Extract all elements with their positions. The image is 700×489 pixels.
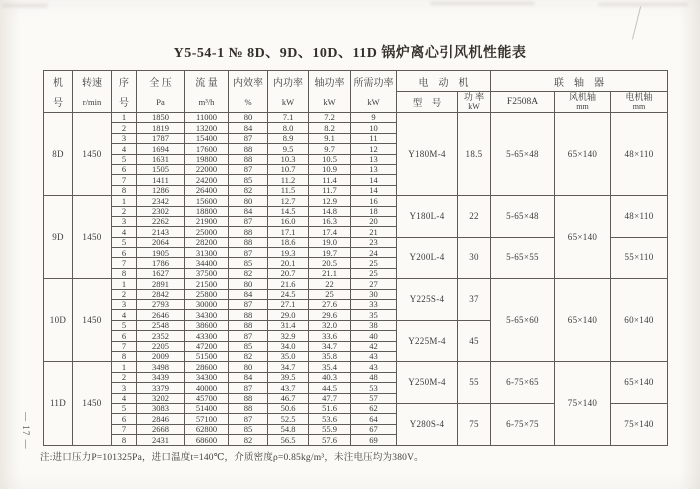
cell-motor-model: Y180L-4: [397, 196, 458, 238]
cell-fan-no: 11D: [44, 362, 73, 445]
cell-motor-shaft: 65×140: [611, 362, 668, 404]
table-row: [44, 196, 668, 206]
cell-shaft-power: 19.7: [309, 248, 351, 258]
cell-motor-shaft: 55×110: [611, 237, 668, 279]
cell-shaft-power: 40.3: [309, 372, 351, 382]
cell-shaft-power: 47.7: [309, 393, 351, 403]
cell-flow: 18800: [185, 206, 229, 216]
cell-shaft-power: 33.6: [309, 331, 351, 341]
cell-motor-power: 45: [458, 320, 491, 362]
cell-required-power: 48: [351, 372, 397, 382]
cell-pressure: 2668: [137, 424, 185, 434]
cell-required-power: 21: [351, 227, 397, 237]
col-header-speed: 转速 r/min: [73, 71, 112, 113]
cell-shaft-power: 10.9: [309, 164, 351, 174]
cell-shaft-power: 12.9: [309, 196, 351, 206]
cell-shaft-power: 7.2: [309, 113, 351, 123]
col-header-coupling-model: F2508A: [491, 92, 555, 113]
cell-required-power: 18: [351, 206, 397, 216]
cell-internal-power: 10.3: [268, 154, 309, 164]
cell-internal-power: 34.0: [268, 341, 309, 351]
cell-pressure: 2431: [137, 435, 185, 445]
cell-efficiency: 88: [229, 144, 268, 154]
cell-pressure: 2842: [137, 289, 185, 299]
cell-efficiency: 80: [229, 196, 268, 206]
cell-required-power: 25: [351, 258, 397, 268]
cell-pressure: 2143: [137, 227, 185, 237]
cell-efficiency: 82: [229, 268, 268, 278]
cell-motor-shaft: 60×140: [611, 279, 668, 362]
scan-artifact: [598, 3, 688, 6]
cell-efficiency: 82: [229, 185, 268, 195]
cell-shaft-power: 29.6: [309, 310, 351, 320]
cell-seq: 7: [112, 341, 137, 351]
cell-shaft-power: 35.4: [309, 362, 351, 372]
cell-shaft-power: 11.4: [309, 175, 351, 185]
cell-fan-shaft: 65×140: [555, 279, 611, 362]
cell-internal-power: 35.0: [268, 351, 309, 361]
cell-internal-power: 9.5: [268, 144, 309, 154]
cell-shaft-power: 21.1: [309, 268, 351, 278]
cell-pressure: 2891: [137, 279, 185, 289]
col-header-flow: 流 量 m³/h: [185, 71, 229, 113]
cell-flow: 30000: [185, 300, 229, 310]
cell-shaft-power: 53.6: [309, 414, 351, 424]
cell-internal-power: 31.4: [268, 320, 309, 330]
col-header-motor-power: 功 率 kW: [458, 92, 491, 113]
cell-motor-power: 18.5: [458, 113, 491, 196]
cell-motor-model: Y225M-4: [397, 320, 458, 362]
col-header-shaft-power: 轴功率 kW: [309, 71, 351, 113]
cell-motor-model: Y180M-4: [397, 113, 458, 196]
cell-flow: 25800: [185, 289, 229, 299]
cell-shaft-power: 22: [309, 279, 351, 289]
cell-pressure: 1627: [137, 268, 185, 278]
cell-shaft-power: 9.7: [309, 144, 351, 154]
cell-seq: 2: [112, 123, 137, 133]
cell-shaft-power: 8.2: [309, 123, 351, 133]
col-header-coupling-group: 联 轴 器: [491, 71, 668, 92]
cell-efficiency: 87: [229, 133, 268, 143]
cell-internal-power: 14.5: [268, 206, 309, 216]
cell-pressure: 2342: [137, 196, 185, 206]
cell-shaft-power: 16.3: [309, 216, 351, 226]
cell-seq: 4: [112, 144, 137, 154]
cell-motor-model: Y280S-4: [397, 403, 458, 445]
col-header-fan-shaft: 风机轴 mm: [555, 92, 611, 113]
cell-motor-model: Y250M-4: [397, 362, 458, 404]
cell-internal-power: 20.7: [268, 268, 309, 278]
cell-efficiency: 88: [229, 154, 268, 164]
cell-pressure: 1411: [137, 175, 185, 185]
col-header-internal-power: 内功率 kW: [268, 71, 309, 113]
cell-efficiency: 87: [229, 164, 268, 174]
cell-shaft-power: 19.0: [309, 237, 351, 247]
cell-pressure: 2064: [137, 237, 185, 247]
cell-required-power: 33: [351, 300, 397, 310]
cell-efficiency: 87: [229, 383, 268, 393]
cell-flow: 19800: [185, 154, 229, 164]
cell-internal-power: 11.5: [268, 185, 309, 195]
cell-flow: 38600: [185, 320, 229, 330]
cell-flow: 26400: [185, 185, 229, 195]
scan-artifact: [430, 2, 535, 5]
cell-seq: 7: [112, 175, 137, 185]
cell-pressure: 1631: [137, 154, 185, 164]
cell-required-power: 13: [351, 154, 397, 164]
cell-required-power: 62: [351, 403, 397, 413]
cell-required-power: 53: [351, 383, 397, 393]
cell-flow: 21500: [185, 279, 229, 289]
cell-coupling: 5-65×60: [491, 279, 555, 362]
cell-fan-no: 8D: [44, 113, 73, 196]
cell-flow: 43300: [185, 331, 229, 341]
cell-required-power: 57: [351, 393, 397, 403]
table-row: [44, 113, 668, 123]
cell-shaft-power: 51.6: [309, 403, 351, 413]
cell-efficiency: 82: [229, 351, 268, 361]
cell-efficiency: 88: [229, 393, 268, 403]
page-number: — 17 —: [21, 412, 31, 450]
cell-coupling: 6-75×75: [491, 403, 555, 445]
cell-required-power: 23: [351, 237, 397, 247]
cell-internal-power: 27.1: [268, 300, 309, 310]
cell-efficiency: 87: [229, 331, 268, 341]
cell-internal-power: 8.9: [268, 133, 309, 143]
cell-speed: 1450: [73, 362, 112, 445]
cell-pressure: 1905: [137, 248, 185, 258]
cell-flow: 34300: [185, 372, 229, 382]
cell-efficiency: 88: [229, 237, 268, 247]
cell-fan-no: 9D: [44, 196, 73, 279]
cell-required-power: 67: [351, 424, 397, 434]
cell-seq: 6: [112, 164, 137, 174]
cell-required-power: 24: [351, 248, 397, 258]
cell-flow: 11000: [185, 113, 229, 123]
cell-pressure: 1286: [137, 185, 185, 195]
cell-seq: 8: [112, 351, 137, 361]
cell-required-power: 69: [351, 435, 397, 445]
cell-efficiency: 82: [229, 435, 268, 445]
page-title: Y5-54-1 № 8D、9D、10D、11D 锅炉离心引风机性能表: [173, 46, 527, 61]
cell-fan-shaft: 65×140: [555, 196, 611, 279]
cell-shaft-power: 10.5: [309, 154, 351, 164]
cell-seq: 7: [112, 258, 137, 268]
cell-flow: 15600: [185, 196, 229, 206]
cell-internal-power: 56.5: [268, 435, 309, 445]
cell-seq: 4: [112, 227, 137, 237]
cell-flow: 51400: [185, 403, 229, 413]
cell-seq: 5: [112, 403, 137, 413]
cell-seq: 2: [112, 206, 137, 216]
cell-efficiency: 84: [229, 289, 268, 299]
cell-internal-power: 54.8: [268, 424, 309, 434]
cell-flow: 25000: [185, 227, 229, 237]
cell-efficiency: 85: [229, 424, 268, 434]
cell-internal-power: 19.3: [268, 248, 309, 258]
cell-seq: 1: [112, 113, 137, 123]
cell-required-power: 25: [351, 268, 397, 278]
cell-pressure: 1694: [137, 144, 185, 154]
cell-required-power: 43: [351, 362, 397, 372]
cell-pressure: 2009: [137, 351, 185, 361]
cell-coupling: 5-65×55: [491, 237, 555, 279]
cell-motor-shaft: 48×110: [611, 196, 668, 238]
col-header-required-power: 所需功率 kW: [351, 71, 397, 113]
cell-required-power: 10: [351, 123, 397, 133]
cell-pressure: 3498: [137, 362, 185, 372]
cell-efficiency: 87: [229, 414, 268, 424]
col-header-fan-no: 机 号: [44, 71, 73, 113]
performance-table: [43, 70, 668, 446]
cell-efficiency: 84: [229, 123, 268, 133]
cell-shaft-power: 34.7: [309, 341, 351, 351]
cell-seq: 3: [112, 216, 137, 226]
cell-seq: 1: [112, 362, 137, 372]
cell-pressure: 3439: [137, 372, 185, 382]
cell-seq: 2: [112, 372, 137, 382]
cell-seq: 4: [112, 310, 137, 320]
table-row: [44, 279, 668, 289]
table-row: [44, 362, 668, 372]
cell-flow: 22000: [185, 164, 229, 174]
cell-flow: 21900: [185, 216, 229, 226]
cell-efficiency: 84: [229, 206, 268, 216]
cell-efficiency: 87: [229, 216, 268, 226]
cell-required-power: 27: [351, 279, 397, 289]
cell-flow: 17600: [185, 144, 229, 154]
cell-pressure: 2205: [137, 341, 185, 351]
cell-seq: 5: [112, 237, 137, 247]
cell-seq: 2: [112, 289, 137, 299]
cell-flow: 15400: [185, 133, 229, 143]
cell-pressure: 3083: [137, 403, 185, 413]
cell-shaft-power: 32.0: [309, 320, 351, 330]
cell-seq: 6: [112, 414, 137, 424]
cell-pressure: 2302: [137, 206, 185, 216]
cell-required-power: 40: [351, 331, 397, 341]
cell-efficiency: 84: [229, 372, 268, 382]
cell-flow: 40000: [185, 383, 229, 393]
cell-efficiency: 80: [229, 113, 268, 123]
cell-flow: 47200: [185, 341, 229, 351]
cell-pressure: 1505: [137, 164, 185, 174]
cell-flow: 13200: [185, 123, 229, 133]
cell-speed: 1450: [73, 196, 112, 279]
cell-efficiency: 85: [229, 258, 268, 268]
cell-flow: 34300: [185, 310, 229, 320]
cell-pressure: 2262: [137, 216, 185, 226]
cell-required-power: 35: [351, 310, 397, 320]
cell-coupling: 6-75×65: [491, 362, 555, 404]
cell-pressure: 1850: [137, 113, 185, 123]
cell-motor-shaft: 48×110: [611, 113, 668, 196]
cell-motor-power: 55: [458, 362, 491, 404]
header-row-1: [44, 71, 668, 92]
cell-seq: 3: [112, 133, 137, 143]
cell-seq: 5: [112, 154, 137, 164]
cell-internal-power: 17.1: [268, 227, 309, 237]
cell-internal-power: 39.5: [268, 372, 309, 382]
cell-internal-power: 10.7: [268, 164, 309, 174]
cell-internal-power: 16.0: [268, 216, 309, 226]
cell-pressure: 2352: [137, 331, 185, 341]
col-header-efficiency: 内效率 %: [229, 71, 268, 113]
cell-required-power: 9: [351, 113, 397, 123]
cell-pressure: 1819: [137, 123, 185, 133]
col-header-pressure: 全 压 Pa: [137, 71, 185, 113]
cell-efficiency: 80: [229, 279, 268, 289]
cell-coupling: 5-65×48: [491, 113, 555, 196]
cell-motor-model: Y200L-4: [397, 237, 458, 279]
cell-internal-power: 12.7: [268, 196, 309, 206]
cell-flow: 28200: [185, 237, 229, 247]
cell-internal-power: 7.1: [268, 113, 309, 123]
cell-flow: 34400: [185, 258, 229, 268]
cell-shaft-power: 57.6: [309, 435, 351, 445]
cell-seq: 8: [112, 435, 137, 445]
cell-required-power: 14: [351, 175, 397, 185]
cell-required-power: 13: [351, 164, 397, 174]
cell-flow: 37500: [185, 268, 229, 278]
cell-coupling: 5-65×48: [491, 196, 555, 238]
cell-internal-power: 32.9: [268, 331, 309, 341]
cell-internal-power: 8.0: [268, 123, 309, 133]
col-header-seq: 序 号: [112, 71, 137, 113]
cell-efficiency: 88: [229, 403, 268, 413]
cell-shaft-power: 11.7: [309, 185, 351, 195]
cell-seq: 8: [112, 185, 137, 195]
cell-pressure: 2548: [137, 320, 185, 330]
cell-required-power: 64: [351, 414, 397, 424]
cell-motor-power: 30: [458, 237, 491, 279]
col-header-motor-group: 电 动 机: [397, 71, 491, 92]
cell-seq: 3: [112, 300, 137, 310]
cell-motor-model: Y225S-4: [397, 279, 458, 321]
cell-required-power: 14: [351, 185, 397, 195]
cell-motor-power: 75: [458, 403, 491, 445]
cell-efficiency: 88: [229, 310, 268, 320]
cell-efficiency: 87: [229, 248, 268, 258]
cell-motor-power: 37: [458, 279, 491, 321]
cell-shaft-power: 44.5: [309, 383, 351, 393]
cell-internal-power: 52.5: [268, 414, 309, 424]
cell-internal-power: 18.6: [268, 237, 309, 247]
cell-pressure: 2793: [137, 300, 185, 310]
cell-flow: 51500: [185, 351, 229, 361]
footnote: 注:进口压力P=101325Pa，进口温度t=140℃，介质密度ρ=0.85kg/m³，未注电压均为380V。: [40, 453, 424, 463]
scan-artifact: [2, 4, 48, 7]
cell-internal-power: 20.1: [268, 258, 309, 268]
cell-seq: 5: [112, 320, 137, 330]
cell-motor-power: 22: [458, 196, 491, 238]
cell-efficiency: 85: [229, 175, 268, 185]
cell-seq: 6: [112, 248, 137, 258]
cell-shaft-power: 14.8: [309, 206, 351, 216]
cell-shaft-power: 25: [309, 289, 351, 299]
cell-required-power: 42: [351, 341, 397, 351]
cell-internal-power: 43.7: [268, 383, 309, 393]
cell-seq: 7: [112, 424, 137, 434]
cell-efficiency: 88: [229, 320, 268, 330]
cell-required-power: 11: [351, 133, 397, 143]
cell-pressure: 2646: [137, 310, 185, 320]
cell-required-power: 12: [351, 144, 397, 154]
cell-seq: 4: [112, 393, 137, 403]
cell-pressure: 1786: [137, 258, 185, 268]
cell-flow: 31300: [185, 248, 229, 258]
cell-flow: 45700: [185, 393, 229, 403]
cell-internal-power: 34.7: [268, 362, 309, 372]
cell-seq: 8: [112, 268, 137, 278]
cell-flow: 24200: [185, 175, 229, 185]
cell-fan-shaft: 65×140: [555, 113, 611, 196]
cell-shaft-power: 20.5: [309, 258, 351, 268]
cell-internal-power: 21.6: [268, 279, 309, 289]
cell-seq: 6: [112, 331, 137, 341]
cell-flow: 28600: [185, 362, 229, 372]
cell-speed: 1450: [73, 279, 112, 362]
cell-internal-power: 11.2: [268, 175, 309, 185]
cell-shaft-power: 17.4: [309, 227, 351, 237]
cell-shaft-power: 35.8: [309, 351, 351, 361]
cell-flow: 68600: [185, 435, 229, 445]
cell-efficiency: 87: [229, 300, 268, 310]
cell-required-power: 43: [351, 351, 397, 361]
cell-shaft-power: 55.9: [309, 424, 351, 434]
cell-internal-power: 50.6: [268, 403, 309, 413]
cell-seq: 1: [112, 279, 137, 289]
cell-required-power: 16: [351, 196, 397, 206]
cell-internal-power: 24.5: [268, 289, 309, 299]
cell-pressure: 3202: [137, 393, 185, 403]
cell-required-power: 20: [351, 216, 397, 226]
cell-speed: 1450: [73, 113, 112, 196]
cell-seq: 1: [112, 196, 137, 206]
cell-motor-shaft: 75×140: [611, 403, 668, 445]
cell-efficiency: 85: [229, 341, 268, 351]
cell-internal-power: 46.7: [268, 393, 309, 403]
cell-required-power: 30: [351, 289, 397, 299]
col-header-motor-shaft: 电机轴 mm: [611, 92, 668, 113]
cell-efficiency: 88: [229, 227, 268, 237]
cell-seq: 3: [112, 383, 137, 393]
cell-fan-shaft: 75×140: [555, 362, 611, 445]
cell-pressure: 1787: [137, 133, 185, 143]
scan-artifact: [632, 6, 641, 39]
col-header-motor-model: 型 号: [397, 92, 458, 113]
cell-fan-no: 10D: [44, 279, 73, 362]
cell-shaft-power: 27.6: [309, 300, 351, 310]
cell-flow: 62800: [185, 424, 229, 434]
cell-pressure: 2846: [137, 414, 185, 424]
cell-shaft-power: 9.1: [309, 133, 351, 143]
cell-efficiency: 80: [229, 362, 268, 372]
cell-required-power: 38: [351, 320, 397, 330]
cell-flow: 57100: [185, 414, 229, 424]
cell-internal-power: 29.0: [268, 310, 309, 320]
cell-pressure: 3379: [137, 383, 185, 393]
